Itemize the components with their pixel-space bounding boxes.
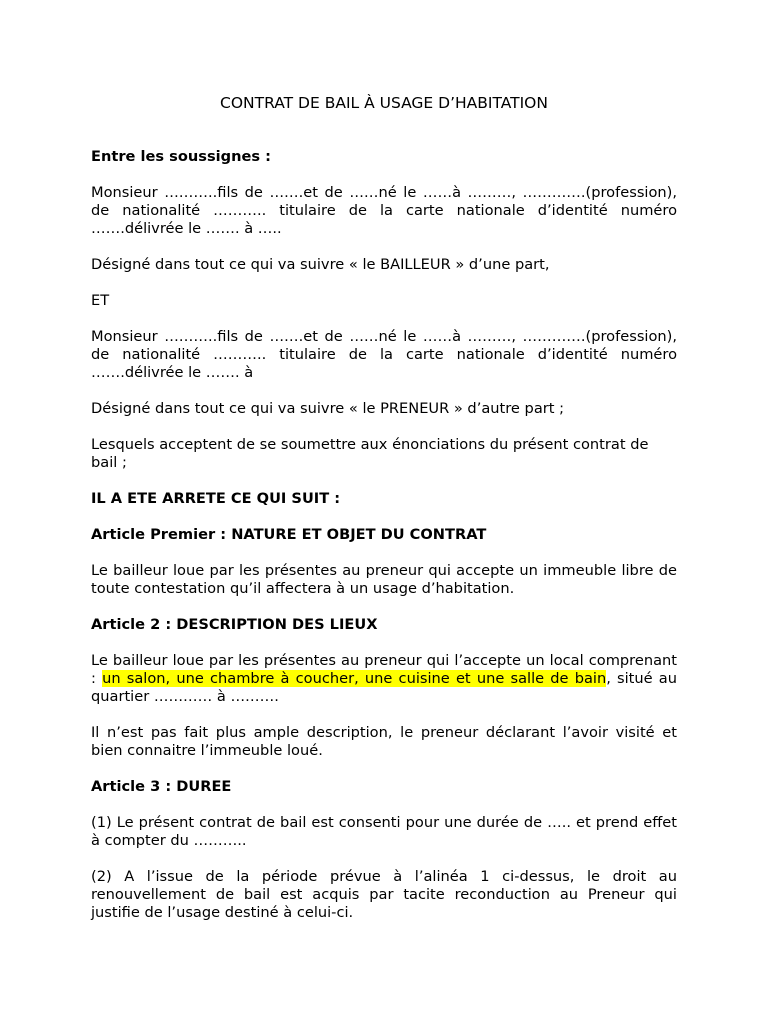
acceptance-paragraph: Lesquels acceptent de se soumettre aux énonciations du présent contrat de bail ;	[91, 436, 649, 471]
article2-heading: Article 2 : DESCRIPTION DES LIEUX	[91, 616, 378, 633]
document-body	[91, 94, 677, 940]
article2-text-after: , situé au quartier ………… à ……….	[91, 670, 677, 705]
article1-heading: Article Premier : NATURE ET OBJET DU CONTRAT	[91, 526, 487, 543]
party1-designation: Désigné dans tout ce qui va suivre « le BAILLEUR » d’une part,	[91, 256, 550, 273]
party2-designation: Désigné dans tout ce qui va suivre « le PRENEUR » d’autre part ;	[91, 400, 565, 417]
article3-para1: (1) Le présent contrat de bail est consenti pour une durée de ….. et prend effet à compter du ………..	[91, 814, 677, 849]
article1-text: Le bailleur loue par les présentes au preneur qui accepte un immeuble libre de toute contestation qu’il affectera à un usage d’habitation.	[91, 562, 677, 597]
article2-highlighted-text: un salon, une chambre à coucher, une cuisine et une salle de bain	[102, 670, 607, 687]
parties-header: Entre les soussignes :	[91, 148, 271, 165]
article2-text2: Il n’est pas fait plus ample description, le preneur déclarant l’avoir visité et bien connaitre l’immeuble loué.	[91, 724, 677, 759]
article3-heading: Article 3 : DUREE	[91, 778, 232, 795]
document-title: CONTRAT DE BAIL À USAGE D’HABITATION	[220, 94, 548, 112]
article2-text-before: Le bailleur loue par les présentes au preneur qui l’accepte un local comprenant :	[91, 652, 677, 687]
party2-identity: Monsieur ………..fils de …….et de ……né le ……à ………, ………….(profession), de nationalité ……….. titulaire de la carte nationale d’identité numéro …….délivrée le ……. à	[91, 328, 677, 381]
article2-text	[91, 652, 677, 706]
party1-identity: Monsieur ………..fils de …….et de ……né le ……à ………, ………….(profession), de nationalité ……….. titulaire de la carte nationale d’identité numéro …….délivrée le ……. à …..	[91, 184, 677, 237]
et-separator: ET	[91, 292, 110, 309]
article3-para2: (2) A l’issue de la période prévue à l’alinéa 1 ci-dessus, le droit au renouvellement de bail est acquis par tacite reconduction au Preneur qui justifie de l’usage destiné à celui-ci.	[91, 868, 677, 921]
arrete-heading: IL A ETE ARRETE CE QUI SUIT :	[91, 490, 341, 507]
